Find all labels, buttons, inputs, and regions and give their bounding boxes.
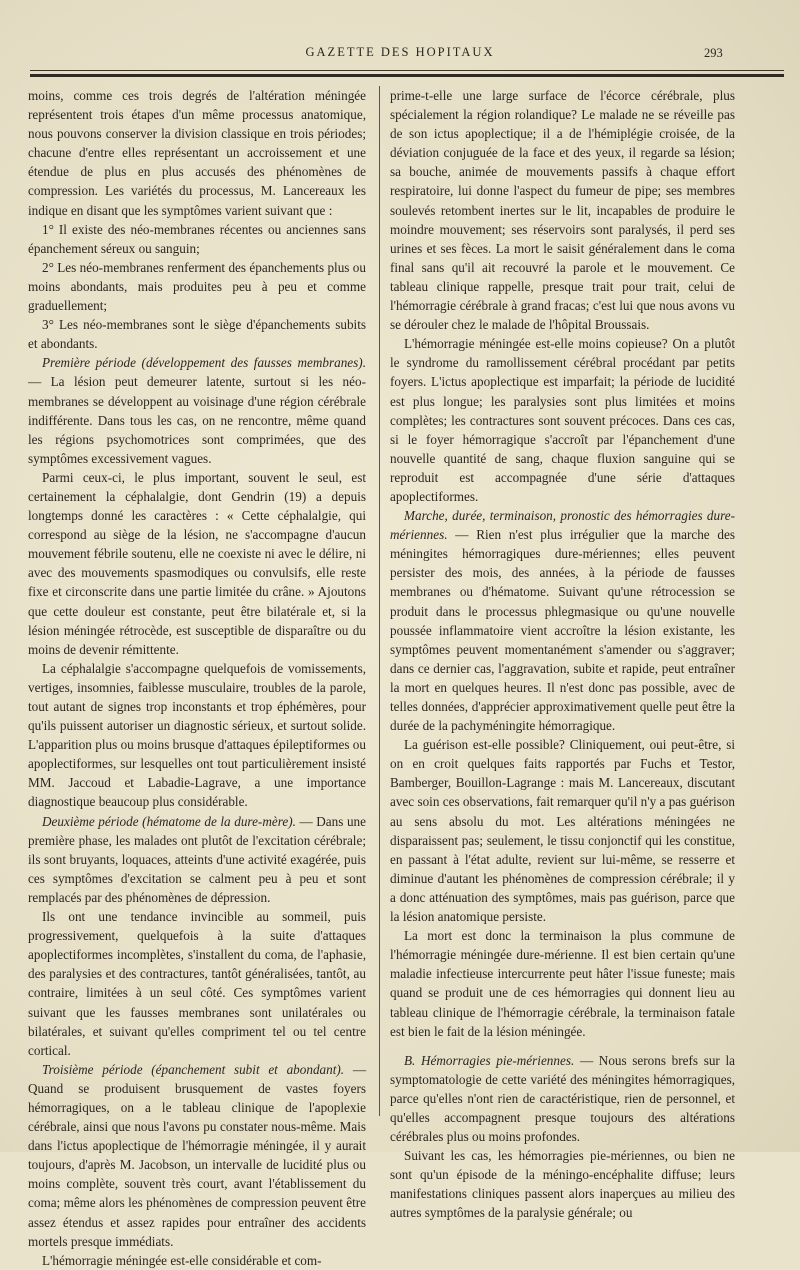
paragraph-text: 1° Il existe des néo-membranes récentes ou anciennes sans épanchement séreux ou sanguin; xyxy=(28,221,366,256)
paragraph xyxy=(28,468,366,659)
paragraph xyxy=(28,220,366,258)
paragraph-text: 2° Les néo-membranes renferment des épanchements plus ou moins abondants, mais produites peu à peu et comme graduellement; xyxy=(28,259,366,314)
paragraph xyxy=(28,353,366,468)
paragraph-text: 3° Les néo-membranes sont le siège d'épanchements subits et abondants. xyxy=(28,317,366,352)
column-divider xyxy=(379,86,380,1116)
paragraph xyxy=(390,86,735,334)
section-heading: B. Hémorragies pie-mériennes. xyxy=(404,1052,575,1068)
paragraph xyxy=(28,86,366,220)
paragraph-text: moins, comme ces trois degrés de l'altération méningée représentent trois étapes d'un même processus anatomique, nous pouvons conserver la division classique en trois périodes; chacune d'entre elles représentant un accroissement et une étendue de plus en plus accusés des phénomènes de compression. Les variétés du processus, M. Lancereaux les indique en disant que les symptômes varient suivant que : xyxy=(28,88,366,218)
paragraph-text: — Quand se produisent brusquement de vastes foyers hémorragiques, on a le tableau clinique de l'apoplexie cérébrale, ainsi que nous l'avons pu constater nous-même. Mais dans l'ictus apoplectique de l'hémorragie méningée, il y aurait toujours, d'après M. Jacobson, un intervalle de lucidité plus ou moins complète, souvent très court, avant l'établissement du coma; même alors les phénomènes de compression peuvent être assez étendus et assez rapides pour entraîner des accidents mortels presque immédiats. xyxy=(28,1061,367,1249)
paragraph-text: — Dans une première phase, les malades ont plutôt de l'excitation cérébrale; ils sont bruyants, loquaces, atteints d'une activité exagérée, puis ces symptômes d'excitation se calment peu à peu et sont remplacés par des phénomènes de dépression. xyxy=(28,813,366,905)
paragraph xyxy=(390,735,735,926)
paragraph xyxy=(28,907,366,1060)
section-heading: Troisième période (épanchement subit et abondant). xyxy=(42,1061,345,1077)
section-heading: Deuxième période (hématome de la dure-mère). xyxy=(42,813,296,829)
paragraph xyxy=(390,1051,735,1146)
paragraph xyxy=(28,315,366,353)
paragraph-text: Parmi ceux-ci, le plus important, souvent le seul, est certainement la céphalalgie, dont Gendrin (19) a depuis longtemps donné les caractères : « Cette céphalalgie, qui correspond au siège de la lésion, ne s'accompagne d'aucun mouvement fébrile soutenu, elle ne coexiste ni avec le délire, ni avec des mouvements spasmodiques ou convulsifs, elle reste fixe et circonscrite dans une partie limitée du crâne. » Ajoutons que cette douleur est constante, peut être bilatérale et, si la lésion méningée rétrocède, est susceptible de disparaître ou du moins de devenir rémittente. xyxy=(28,469,366,657)
paragraph-text: La guérison est-elle possible? Cliniquement, oui peut-être, si on en croit quelques faits rapportés par Fuchs et Testor, Bamberger, Bouillon-Lagrange : mais M. Lancereaux, discutant avec soin ces observations, fait remarquer qu'il n'y a pas guérison au sens absolu du mot. Les altérations méningées ne disparaissent pas; seulement, le tissu conjonctif qui les constitue, en passant à l'état adulte, revient sur lui-même, se resserre et diminue d'autant les phénomènes de compression cérébrale; il y a donc atténuation des symptômes, mais pas guérison, parce que la lésion anatomique persiste. xyxy=(390,737,735,925)
paragraph-text: La céphalalgie s'accompagne quelquefois de vomissements, vertiges, insomnies, faiblesse musculaire, troubles de la parole, tout autant de signes trop inconstants et trop éphémères, pour qu'ils puissent autoriser un diagnostic sérieux, et surtout solide. L'apparition plus ou moins brusque d'attaques épileptiformes ou apoplectiformes, sur lesquelles ont tout particulièrement insisté MM. Jaccoud et Labadie-Lagrave, a une importance diagnostique beaucoup plus considérable. xyxy=(28,660,366,810)
paragraph xyxy=(390,334,735,506)
right-column xyxy=(390,86,735,1221)
paragraph xyxy=(28,1060,366,1251)
page-number: 293 xyxy=(704,46,723,60)
paragraph-text: — La lésion peut demeurer latente, surtout si les néo-membranes se développent au voisinage d'une région cérébrale indifférente. Dans tous les cas, on ne rencontre, même quand les régions psychomotrices sont comprimées, que des symptômes excessivement vagues. xyxy=(28,374,366,466)
paragraph-text: — Rien n'est plus irrégulier que la marche des méningites hémorragiques dure-mériennes; elles peuvent persister des mois, des années, à la période de fausses membranes ou d'hématome. Suivant qu'une rétrocession se produit dans le processus phlegmasique ou qu'une nouvelle poussée inflammatoire vient accroître la lésion existante, les symptômes peuvent momentanément s'amender ou s'aggraver; dans ce dernier cas, l'aggravation, subite et rapide, peut entraîner la mort en quelques heures. Il n'est donc pas possible, avec de telles données, d'apprécier approximativement quelle peut être la durée de la pachyméningite hémorragique. xyxy=(390,527,735,734)
paragraph-text: L'hémorragie méningée est-elle moins copieuse? On a plutôt le syndrome du ramollissement cérébral procédant par petits foyers. L'ictus apoplectique est imparfait; la période de lucidité est plus longue; les paralysies sont plus limitées et moins complètes; les contractures sont souvent précoces. Dans ces cas, si le foyer hémorragique s'accroît par l'épanchement d'une nouvelle quantité de sang, chaque fluxion sanguine qui se reproduit est accompagnée d'une série d'attaques apoplectiformes. xyxy=(390,336,735,504)
header-rule-thin xyxy=(30,70,784,71)
left-column xyxy=(28,86,367,1268)
paragraph xyxy=(390,1146,735,1222)
section-heading: Première période (développement des fausses membranes). xyxy=(42,355,366,371)
paragraph-text: Suivant les cas, les hémorragies pie-mériennes, ou bien ne sont qu'un épisode de la méningo-encéphalite diffuse; leurs manifestations cliniques passent alors inaperçues au milieu des autres symptômes de la paralysie générale; ou xyxy=(390,1148,735,1221)
paragraph xyxy=(28,812,366,907)
paragraph xyxy=(28,258,366,315)
paragraph-text: L'hémorragie méningée est-elle considérable et com- xyxy=(42,1252,322,1268)
section-heading: Marche, durée, terminaison, pronostic des hémorragies dure-mériennes. xyxy=(390,508,735,543)
running-title: GAZETTE DES HOPITAUX xyxy=(305,45,495,59)
paragraph-text: La mort est donc la terminaison la plus commune de l'hémorragie méningée dure-mérienne. Il est bien certain qu'une maladie infectieuse intercurrente peut hâter l'issue funeste; mais quand se produit une de ces hémorragies qui donnent lieu au tableau clinique de l'hémorragie cérébrale, la terminaison fatale est bien le fait de la lésion méningée. xyxy=(390,928,735,1039)
paragraph-text: Ils ont une tendance invincible au sommeil, puis progressivement, quelquefois à la suite d'attaques apoplectiformes incomplètes, s'installent du coma, de l'aphasie, des paralysies et des contractures, tantôt généralisées, tantôt, au contraire, limitées à un seul côté. Ces symptômes varient suivant que les fausses membranes sont unilatérales ou bilatérales, et suivant qu'elles compriment tel ou tel centre cortical. xyxy=(28,909,366,1058)
paragraph xyxy=(390,506,735,735)
paragraph xyxy=(28,659,366,812)
paragraph-text: — Nous serons brefs sur la symptomatologie de cette variété des méningites hémorragiques, parce qu'elles n'ont rien de caractéristique, rien de personnel, et qu'elles accompagnent presque toujours des altérations cérébrales plus ou moins profondes. xyxy=(390,1052,735,1145)
paragraph xyxy=(390,926,735,1041)
paragraph-text: prime-t-elle une large surface de l'écorce cérébrale, plus spécialement la région rolandique? Le malade ne se réveille pas de son ictus apoplectique; il a de l'hémiplégie croisée, de la déviation conjuguée de la face et des yeux, il regarde sa lésion; sa bouche, animée de mouvements passifs à chaque effort respiratoire, lui donne l'aspect du fumeur de pipe; ses membres soulevés retombent inertes sur le lit, incapables de produire le moindre mouvement; ses réservoirs sont paralysés, il perd ses urines et ses fèces. La mort le saisit généralement dans le coma final sans qu'il ait recouvré la parole et le mouvement. Ce tableau clinique rappelle, presque trait pour trait, celui de l'hémorragie cérébrale à grand fracas; c'est lui que nous avons vu se dérouler chez le malade de l'hôpital Broussais. xyxy=(390,88,735,333)
header-rule-thick xyxy=(30,74,784,77)
paragraph xyxy=(28,1251,366,1270)
